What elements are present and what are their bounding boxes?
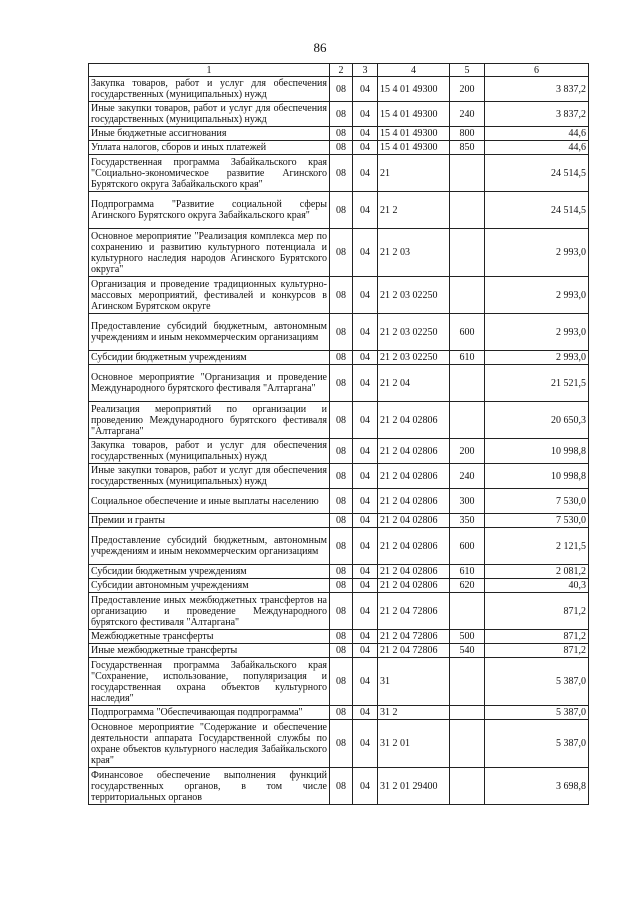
- table-row: [89, 528, 589, 565]
- amount-value: 24 514,5: [485, 155, 589, 192]
- section-code: 08: [330, 314, 353, 351]
- item-name: Уплата налогов, сборов и иных платежей: [89, 141, 330, 155]
- target-article-code: 21 2 04 02806: [378, 402, 450, 439]
- section-code: 08: [330, 141, 353, 155]
- item-name: Субсидии бюджетным учреждениям: [89, 351, 330, 365]
- amount-value: 2 993,0: [485, 229, 589, 277]
- amount-value: 3 837,2: [485, 77, 589, 102]
- section-code: 08: [330, 365, 353, 402]
- item-name: Иные межбюджетные трансферты: [89, 644, 330, 658]
- section-code: 08: [330, 402, 353, 439]
- subsection-code: 04: [353, 314, 378, 351]
- section-code: 08: [330, 439, 353, 464]
- subsection-code: 04: [353, 720, 378, 768]
- target-article-code: 21 2 04 72806: [378, 630, 450, 644]
- table-row: [89, 644, 589, 658]
- subsection-code: 04: [353, 192, 378, 229]
- budget-table: [88, 63, 589, 805]
- table-row: [89, 658, 589, 706]
- amount-value: 44,6: [485, 127, 589, 141]
- amount-value: 40,3: [485, 579, 589, 593]
- section-code: 08: [330, 277, 353, 314]
- amount-value: 44,6: [485, 141, 589, 155]
- item-name: Подпрограмма "Развитие социальной сферы Агинского Бурятского округа Забайкальского края": [89, 192, 330, 229]
- amount-value: 10 998,8: [485, 464, 589, 489]
- expense-type-code: [450, 229, 485, 277]
- section-code: 08: [330, 706, 353, 720]
- subsection-code: 04: [353, 277, 378, 314]
- amount-value: 3 698,8: [485, 768, 589, 805]
- target-article-code: 21 2 03: [378, 229, 450, 277]
- item-name: Финансовое обеспечение выполнения функций государственных органов, в том числе территориальных органов: [89, 768, 330, 805]
- subsection-code: 04: [353, 439, 378, 464]
- target-article-code: 31 2 01: [378, 720, 450, 768]
- subsection-code: 04: [353, 229, 378, 277]
- target-article-code: 21 2: [378, 192, 450, 229]
- target-article-code: 21 2 04 02806: [378, 528, 450, 565]
- target-article-code: 15 4 01 49300: [378, 141, 450, 155]
- expense-type-code: [450, 365, 485, 402]
- amount-value: 7 530,0: [485, 514, 589, 528]
- target-article-code: 21 2 03 02250: [378, 314, 450, 351]
- header-row: [89, 64, 589, 77]
- subsection-code: 04: [353, 141, 378, 155]
- table-row: [89, 514, 589, 528]
- subsection-code: 04: [353, 706, 378, 720]
- target-article-code: 31 2 01 29400: [378, 768, 450, 805]
- amount-value: 3 837,2: [485, 102, 589, 127]
- target-article-code: 21 2 04 02806: [378, 464, 450, 489]
- expense-type-code: 500: [450, 630, 485, 644]
- expense-type-code: 200: [450, 439, 485, 464]
- item-name: Предоставление субсидий бюджетным, автономным учреждениям и иным некоммерческим организациям: [89, 314, 330, 351]
- section-code: 08: [330, 229, 353, 277]
- target-article-code: 21 2 04 72806: [378, 593, 450, 630]
- table-row: [89, 127, 589, 141]
- target-article-code: 21 2 04 72806: [378, 644, 450, 658]
- expense-type-code: [450, 277, 485, 314]
- target-article-code: 15 4 01 49300: [378, 77, 450, 102]
- table-row: [89, 565, 589, 579]
- expense-type-code: 610: [450, 351, 485, 365]
- section-code: 08: [330, 720, 353, 768]
- item-name: Премии и гранты: [89, 514, 330, 528]
- amount-value: 5 387,0: [485, 658, 589, 706]
- expense-type-code: 350: [450, 514, 485, 528]
- table-row: [89, 155, 589, 192]
- expense-type-code: [450, 720, 485, 768]
- expense-type-code: [450, 593, 485, 630]
- table-row: [89, 768, 589, 805]
- item-name: Субсидии бюджетным учреждениям: [89, 565, 330, 579]
- subsection-code: 04: [353, 565, 378, 579]
- amount-value: 2 081,2: [485, 565, 589, 579]
- item-name: Основное мероприятие "Реализация комплекса мер по сохранению и развитию культурного потенциала и культурного наследия народов Агинского Бурятского округа": [89, 229, 330, 277]
- page-number: 86: [313, 40, 327, 55]
- item-name: Иные закупки товаров, работ и услуг для обеспечения государственных (муниципальных) нужд: [89, 464, 330, 489]
- expense-type-code: 200: [450, 77, 485, 102]
- subsection-code: 04: [353, 464, 378, 489]
- section-code: 08: [330, 644, 353, 658]
- expense-type-code: 300: [450, 489, 485, 514]
- expense-type-code: [450, 706, 485, 720]
- target-article-code: 21 2 04 02806: [378, 439, 450, 464]
- section-code: 08: [330, 565, 353, 579]
- section-code: 08: [330, 464, 353, 489]
- subsection-code: 04: [353, 630, 378, 644]
- item-name: Государственная программа Забайкальского края "Социально-экономическое развитие Агинского Бурятского округа Забайкальского края": [89, 155, 330, 192]
- subsection-code: 04: [353, 77, 378, 102]
- item-name: Закупка товаров, работ и услуг для обеспечения государственных (муниципальных) нужд: [89, 77, 330, 102]
- section-code: 08: [330, 528, 353, 565]
- item-name: Основное мероприятие "Организация и проведение Международного бурятского фестиваля "Алтаргана": [89, 365, 330, 402]
- amount-value: 20 650,3: [485, 402, 589, 439]
- section-code: 08: [330, 127, 353, 141]
- header-col-2: 2: [330, 64, 353, 77]
- table-row: [89, 720, 589, 768]
- header-col-6: 6: [485, 64, 589, 77]
- expense-type-code: [450, 658, 485, 706]
- table-header: [89, 64, 589, 77]
- subsection-code: 04: [353, 402, 378, 439]
- table-row: [89, 192, 589, 229]
- target-article-code: 21 2 04 02806: [378, 579, 450, 593]
- item-name: Государственная программа Забайкальского края "Сохранение, использование, популяризация и государственная охрана объектов культурного наследия": [89, 658, 330, 706]
- amount-value: 2 993,0: [485, 277, 589, 314]
- table-row: [89, 77, 589, 102]
- item-name: Социальное обеспечение и иные выплаты населению: [89, 489, 330, 514]
- expense-type-code: [450, 768, 485, 805]
- subsection-code: 04: [353, 489, 378, 514]
- expense-type-code: 800: [450, 127, 485, 141]
- section-code: 08: [330, 489, 353, 514]
- expense-type-code: 600: [450, 314, 485, 351]
- item-name: Субсидии автономным учреждениям: [89, 579, 330, 593]
- header-col-1: 1: [89, 64, 330, 77]
- item-name: Основное мероприятие "Содержание и обеспечение деятельности аппарата Государственной службы по охране объектов культурного наследия Забайкальского края": [89, 720, 330, 768]
- subsection-code: 04: [353, 102, 378, 127]
- amount-value: 2 993,0: [485, 351, 589, 365]
- header-col-5: 5: [450, 64, 485, 77]
- table-row: [89, 402, 589, 439]
- amount-value: 10 998,8: [485, 439, 589, 464]
- target-article-code: 21 2 03 02250: [378, 277, 450, 314]
- amount-value: 871,2: [485, 593, 589, 630]
- section-code: 08: [330, 155, 353, 192]
- section-code: 08: [330, 192, 353, 229]
- expense-type-code: 240: [450, 102, 485, 127]
- section-code: 08: [330, 630, 353, 644]
- item-name: Предоставление иных межбюджетных трансфертов на организацию и проведение Международного бурятского фестиваля "Алтаргана": [89, 593, 330, 630]
- header-col-4: 4: [378, 64, 450, 77]
- header-col-3: 3: [353, 64, 378, 77]
- expense-type-code: 600: [450, 528, 485, 565]
- item-name: Организация и проведение традиционных культурно-массовых мероприятий, фестивалей и конкурсов в Агинском Бурятском округе: [89, 277, 330, 314]
- table-row: [89, 579, 589, 593]
- table-row: [89, 706, 589, 720]
- table-row: [89, 365, 589, 402]
- amount-value: 7 530,0: [485, 489, 589, 514]
- subsection-code: 04: [353, 593, 378, 630]
- section-code: 08: [330, 77, 353, 102]
- expense-type-code: [450, 155, 485, 192]
- subsection-code: 04: [353, 644, 378, 658]
- amount-value: 871,2: [485, 644, 589, 658]
- item-name: Закупка товаров, работ и услуг для обеспечения государственных (муниципальных) нужд: [89, 439, 330, 464]
- item-name: Иные закупки товаров, работ и услуг для обеспечения государственных (муниципальных) нужд: [89, 102, 330, 127]
- table-row: [89, 489, 589, 514]
- item-name: Предоставление субсидий бюджетным, автономным учреждениям и иным некоммерческим организациям: [89, 528, 330, 565]
- table-row: [89, 102, 589, 127]
- item-name: Иные бюджетные ассигнования: [89, 127, 330, 141]
- table-row: [89, 439, 589, 464]
- table-row: [89, 351, 589, 365]
- subsection-code: 04: [353, 514, 378, 528]
- subsection-code: 04: [353, 127, 378, 141]
- subsection-code: 04: [353, 658, 378, 706]
- expense-type-code: [450, 402, 485, 439]
- table-row: [89, 277, 589, 314]
- target-article-code: 15 4 01 49300: [378, 102, 450, 127]
- subsection-code: 04: [353, 351, 378, 365]
- amount-value: 5 387,0: [485, 706, 589, 720]
- target-article-code: 15 4 01 49300: [378, 127, 450, 141]
- target-article-code: 31: [378, 658, 450, 706]
- subsection-code: 04: [353, 579, 378, 593]
- expense-type-code: [450, 192, 485, 229]
- table-row: [89, 464, 589, 489]
- section-code: 08: [330, 102, 353, 127]
- amount-value: 2 121,5: [485, 528, 589, 565]
- amount-value: 21 521,5: [485, 365, 589, 402]
- expense-type-code: 540: [450, 644, 485, 658]
- expense-type-code: 240: [450, 464, 485, 489]
- subsection-code: 04: [353, 155, 378, 192]
- subsection-code: 04: [353, 528, 378, 565]
- section-code: 08: [330, 351, 353, 365]
- amount-value: 2 993,0: [485, 314, 589, 351]
- table-row: [89, 630, 589, 644]
- target-article-code: 21: [378, 155, 450, 192]
- target-article-code: 21 2 03 02250: [378, 351, 450, 365]
- amount-value: 5 387,0: [485, 720, 589, 768]
- subsection-code: 04: [353, 768, 378, 805]
- section-code: 08: [330, 579, 353, 593]
- target-article-code: 21 2 04 02806: [378, 565, 450, 579]
- amount-value: 24 514,5: [485, 192, 589, 229]
- subsection-code: 04: [353, 365, 378, 402]
- amount-value: 871,2: [485, 630, 589, 644]
- table-row: [89, 141, 589, 155]
- table-row: [89, 593, 589, 630]
- table-row: [89, 229, 589, 277]
- section-code: 08: [330, 593, 353, 630]
- target-article-code: 21 2 04 02806: [378, 489, 450, 514]
- section-code: 08: [330, 514, 353, 528]
- expense-type-code: 850: [450, 141, 485, 155]
- section-code: 08: [330, 768, 353, 805]
- table-row: [89, 314, 589, 351]
- table-body: [89, 77, 589, 805]
- expense-type-code: 620: [450, 579, 485, 593]
- section-code: 08: [330, 658, 353, 706]
- target-article-code: 21 2 04 02806: [378, 514, 450, 528]
- item-name: Реализация мероприятий по организации и проведению Международного бурятского фестиваля "Алтаргана": [89, 402, 330, 439]
- item-name: Межбюджетные трансферты: [89, 630, 330, 644]
- item-name: Подпрограмма "Обеспечивающая подпрограмма": [89, 706, 330, 720]
- expense-type-code: 610: [450, 565, 485, 579]
- target-article-code: 31 2: [378, 706, 450, 720]
- target-article-code: 21 2 04: [378, 365, 450, 402]
